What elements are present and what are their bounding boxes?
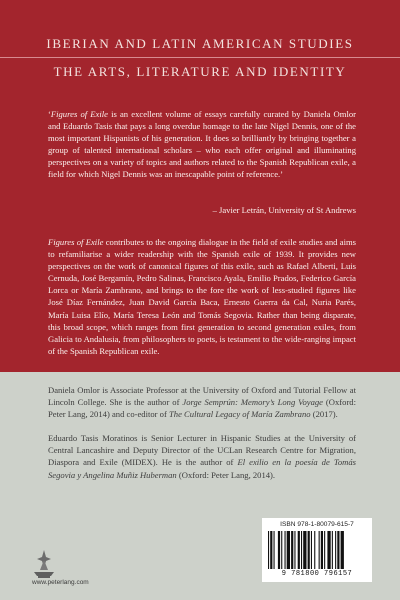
bio-tasis-text-2: (Oxford: Peter Lang, 2014). (176, 469, 276, 480)
barcode-panel (262, 518, 372, 582)
description-panel (0, 92, 400, 372)
bio-omlor-book-1: Jorge Semprún: Memory’s Long Voyage (182, 397, 323, 408)
bio-tasis-book: El exilio en la poesía de Tomás Segovia y Angelina Muñiz Huberman (48, 457, 356, 480)
bio-tasis-text-1: Eduardo Tasis Moratinos is Senior Lecturer in Hispanic Studies at the University of Central Lancashire and Deputy Director of the UCLan Research Centre for Migration, Diaspora and Exile (MIDEX). He is the author of (48, 433, 356, 468)
header-divider (0, 57, 400, 58)
bio-omlor-text-3: (2017). (310, 409, 338, 420)
review-text: is an excellent volume of essays carefully curated by Daniela Omlor and Eduardo Tasis that pays a long overdue homage to the late Nigel Dennis, one of the most important Hispanists of his generation. It does so brilliantly by bringing together a group of talented international scholars – who each offer original and illuminating perspectives on a variety of topics and authors related to the Spanish Republican exile, a field for which Nigel Dennis was an inescapable point of reference.’ (48, 109, 356, 180)
series-title: IBERIAN AND LATIN AMERICAN STUDIES (46, 36, 354, 51)
barcode-number: 9 781800 796157 (281, 570, 353, 578)
blurb-text: contributes to the ongoing dialogue in the field of exile studies and aims to refamiliarise a wider readership with the Spanish exile of 1939. It provides new perspectives on the work of canonical figures of this exile, such as Rafael Alberti, Luis Cernuda, José Bergamín, Pedro Salinas, Francisco Ayala, Emilio Prados, Federico García Lorca or María Zambrano, and brings to the fore the work of less-studied figures like José Díaz Fernández, Juan David García Baca, Ernesto Guerra da Cal, Nuria Parés, María Luisa Elío, María Teresa León and Tomás Segovia. Rather than being disparate, this broad scope, which ranges from first generation to second generation exiles, from Galicia to Andalusia, from philosophers to poets, is testament to the wide-ranging impact of the Spanish Republican exile. (48, 237, 356, 356)
book-blurb (48, 236, 356, 357)
publisher-url: www.peterlang.com (32, 579, 89, 586)
bio-omlor-book-2: The Cultural Legacy of María Zambrano (169, 409, 311, 420)
bio-omlor (48, 384, 356, 420)
isbn-label: ISBN 978-1-80079-615-7 (280, 521, 354, 528)
review-quote (48, 108, 356, 181)
blurb-book-title: Figures of Exile (48, 237, 104, 247)
review-book-title: Figures of Exile (50, 109, 108, 119)
series-subtitle: THE ARTS, LITERATURE AND IDENTITY (53, 64, 347, 79)
bio-omlor-text-1: Daniela Omlor is Associate Professor at the University of Oxford and Tutorial Fellow at Lincoln College. She is the author of (48, 385, 356, 408)
bio-omlor-text-2: (Oxford: Peter Lang, 2014) and co-editor of (48, 397, 356, 420)
quote-open-mark: ‘ (48, 109, 51, 119)
reviewer-attribution: – Javier Letrán, University of St Andrews (212, 205, 356, 215)
publisher-logo-icon (24, 548, 64, 580)
author-bios (48, 384, 356, 481)
series-header (0, 0, 400, 92)
barcode-icon (268, 531, 366, 569)
bio-tasis (48, 432, 356, 480)
